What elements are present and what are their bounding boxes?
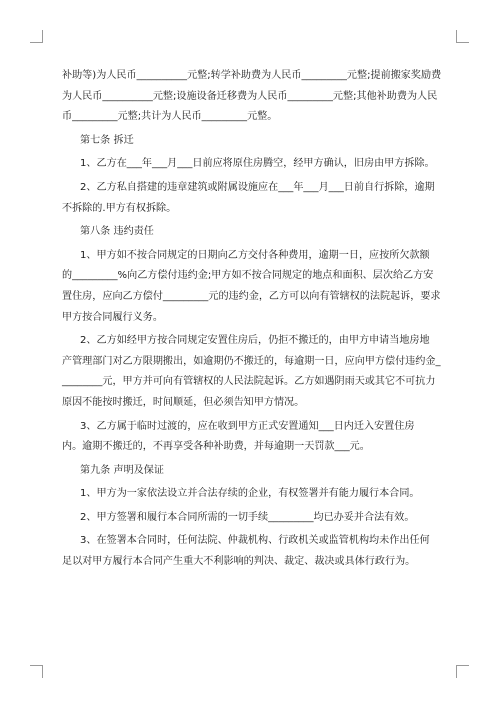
document-page [62,66,442,573]
paragraph-line: 甲方按合同履行义务。 [62,311,163,323]
paragraph-line: 足以对甲方履行本合同产生重大不利影响的判决、裁定、裁决或具体行政行为。 [62,556,416,568]
paragraph-line: 产管理部门对乙方限期搬出，如逾期仍不搬迁的，每逾期一日，应向甲方偿付违约金_ [62,355,441,367]
paragraph-line: 2、乙方如经甲方按合同规定安置住房后，仍拒不搬迁的，由甲方申请当地房地 [80,335,430,347]
paragraph-line: 置住房，应向乙方偿付_________元的违约金，乙方可以向有管辖权的法院起诉，要求 [62,290,441,302]
paragraph-line: 3、乙方属于临时过渡的，应在收到甲方正式安置通知___日内迁入安置住房 [80,420,415,432]
paragraph-line: 内。逾期不搬迁的，不再享受各种补助费，并每逾期一天罚款___元。 [62,441,370,453]
paragraph-line: 为人民币__________元整;设施设备迁移费为人民币_________元整;其他补助费为人民 [62,90,438,102]
section-heading: 第八条 违约责任 [80,226,154,238]
crop-mark-bottom-left [30,665,43,678]
crop-mark-top-right [456,30,469,43]
paragraph-line: 补助等)为人民币__________元整;转学补助费为人民币_________元整;提前搬家奖励费 [62,70,442,81]
paragraph-line: 2、乙方私自搭建的违章建筑或附属设施应在___年___月___日前自行拆除，逾期 [80,181,435,193]
section-heading: 第九条 声明及保证 [80,464,164,476]
crop-mark-bottom-right [456,665,469,678]
paragraph-line: 不拆除的.甲方有权拆除。 [62,202,177,214]
crop-mark-top-left [30,30,43,43]
paragraph-line: 1、甲方为一家依法设立并合法存续的企业，有权签署并有能力履行本合同。 [80,488,420,500]
paragraph-line: 的_________%向乙方偿付违约金;甲方如不按合同规定的地点和面积、层次给乙方安 [62,270,434,282]
paragraph-line: ________元，甲方并可向有管辖权的人民法院起诉。乙方如遇阴雨天或其它不可抗力 [62,376,436,388]
paragraph-line: 1、乙方在___年___月___日前应将原住房腾空，经甲方确认，旧房由甲方拆除。 [80,158,435,170]
paragraph-line: 3、在签署本合同时，任何法院、仲裁机构、行政机关或监管机构均未作出任何 [80,535,430,547]
paragraph-line: 币_________元整;共计为人民币_________元整。 [62,111,278,123]
paragraph-line: 2、甲方签署和履行本合同所需的一切手续_________均已办妥并合法有效。 [80,511,415,523]
paragraph-line: 原因不能按时搬迁，时间顺延，但必须告知甲方情况。 [62,396,305,408]
paragraph-line: 1、甲方如不按合同规定的日期向乙方交付各种费用，逾期一日，应按所欠款额 [80,249,430,261]
section-heading: 第七条 拆迁 [80,134,134,146]
